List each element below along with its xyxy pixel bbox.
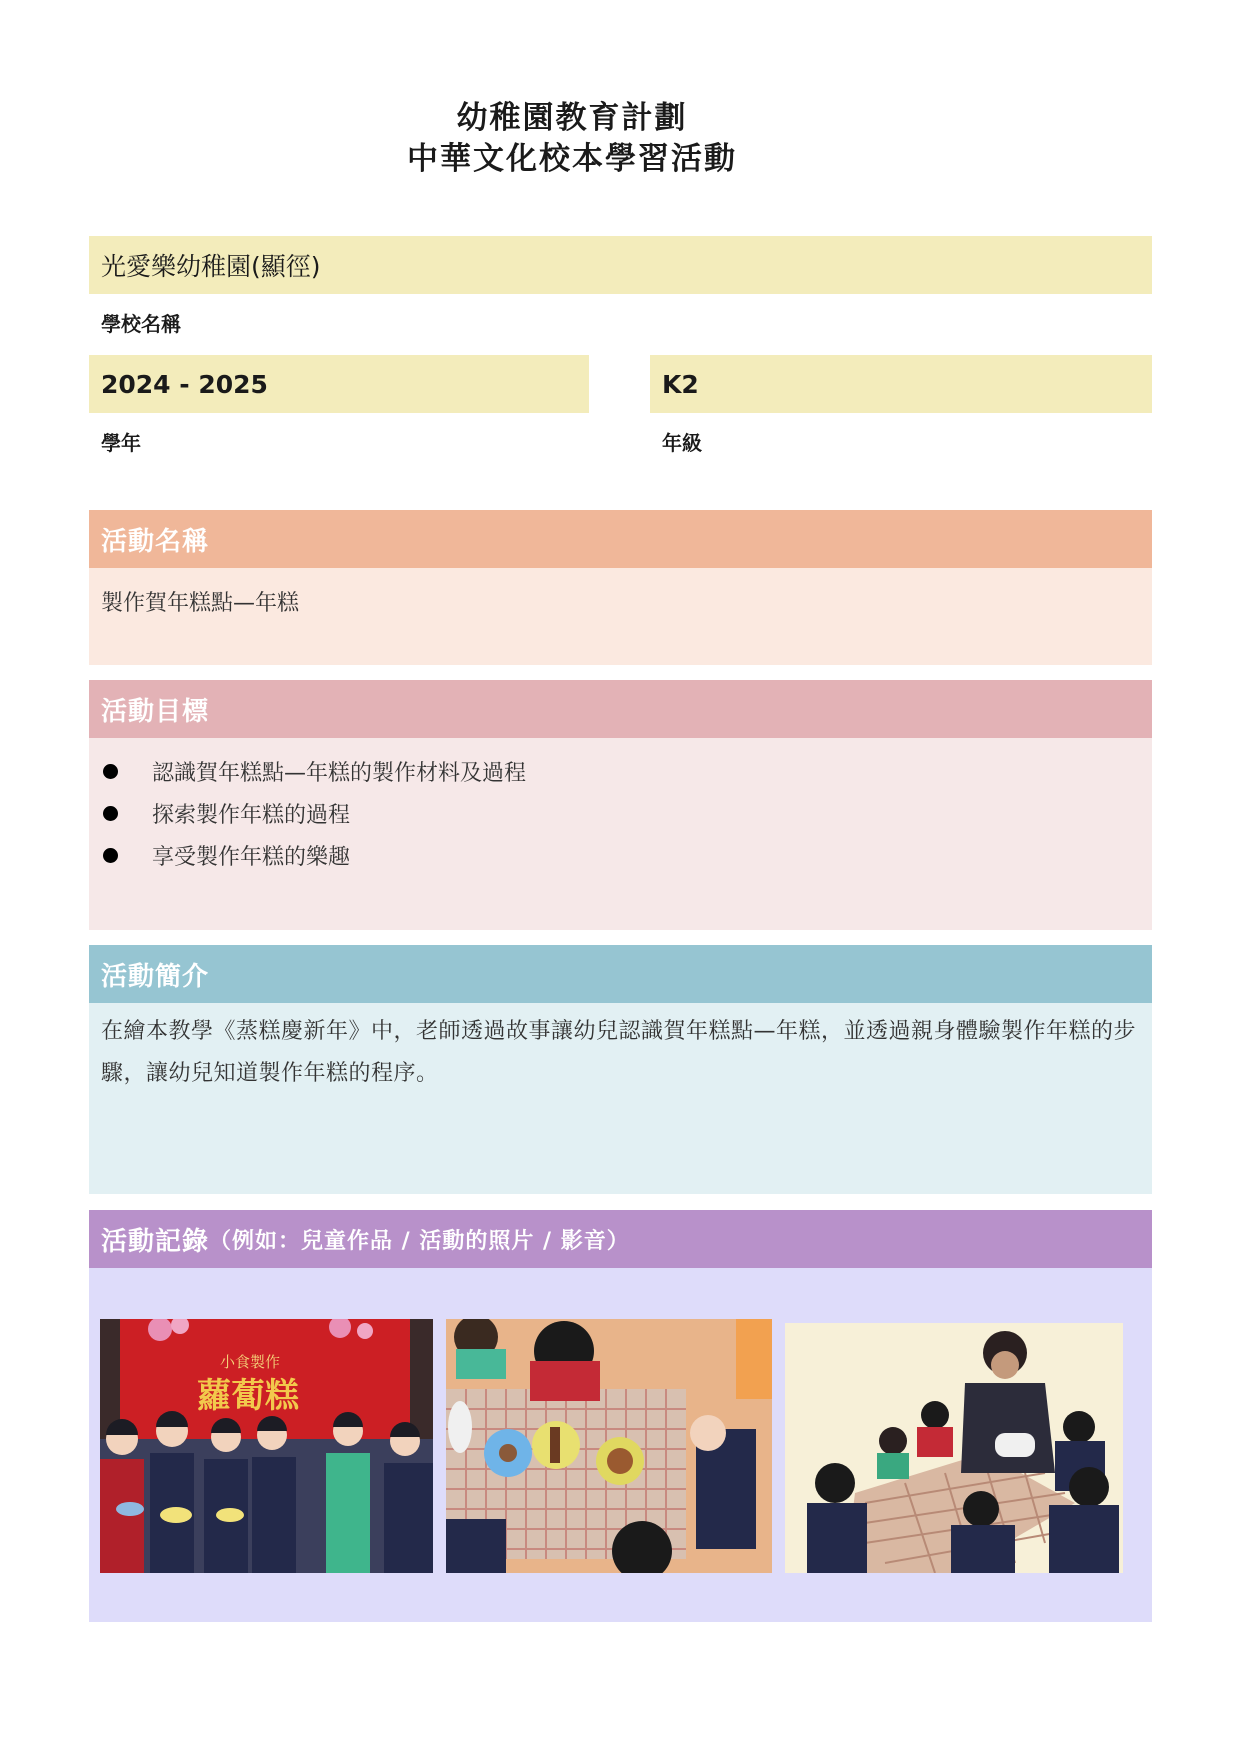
activity-photo-1 (100, 1319, 433, 1573)
photo-3-scene (785, 1323, 1123, 1573)
objectives-body (89, 738, 1152, 930)
activity-photo-3 (785, 1323, 1123, 1573)
title-line-2: 中華文化校本學習活動 (407, 141, 737, 177)
svg-text:蘿蔔糕: 蘿蔔糕 (197, 1376, 299, 1416)
activity-name-heading: 活動名稱 (89, 510, 1152, 568)
activity-photo-2 (446, 1319, 772, 1573)
school-name-caption: 學校名稱 (101, 312, 181, 336)
title-line-1: 幼稚園教育計劃 (456, 100, 688, 136)
school-name-value: 光愛樂幼稚園(顯徑) (101, 252, 321, 281)
school-year-caption: 學年 (101, 431, 141, 455)
activity-name-section (89, 510, 1152, 665)
activity-name-body (89, 568, 1152, 665)
grade-caption: 年級 (662, 431, 702, 455)
photo-1-scene (100, 1319, 433, 1573)
bullet-icon (103, 848, 118, 863)
list-item: 探索製作年糕的過程 (101, 792, 1140, 834)
records-heading-title: 活動記錄 (101, 1226, 210, 1257)
photo-2-scene (446, 1319, 772, 1573)
objectives-section (89, 680, 1152, 930)
grade-value: K2 (662, 369, 699, 399)
introduction-body (89, 1003, 1152, 1194)
introduction-section (89, 945, 1152, 1194)
list-item: 認識賀年糕點—年糕的製作材料及過程 (101, 750, 1140, 792)
bullet-icon (103, 764, 118, 779)
svg-text:小食製作: 小食製作 (219, 1353, 281, 1371)
activity-name-value: 製作賀年糕點—年糕 (101, 591, 300, 616)
introduction-heading: 活動簡介 (89, 945, 1152, 1003)
school-year-value: 2024 - 2025 (101, 369, 268, 399)
introduction-text: 在繪本教學《蒸糕慶新年》中，老師透過故事讓幼兒認識賀年糕點—年糕，並透過親身體驗製作年糕的步驟，讓幼兒知道製作年糕的程序。 (101, 1019, 1137, 1086)
objectives-heading: 活動目標 (89, 680, 1152, 738)
school-year-field (89, 355, 589, 413)
bullet-icon (103, 806, 118, 821)
school-name-field (89, 236, 1152, 294)
document-title (0, 98, 1144, 180)
records-heading (89, 1210, 1152, 1268)
records-heading-note: （例如：兒童作品 / 活動的照片 / 影音） (209, 1228, 630, 1254)
objectives-list (101, 750, 1140, 876)
grade-field (650, 355, 1152, 413)
list-item: 享受製作年糕的樂趣 (101, 834, 1140, 876)
